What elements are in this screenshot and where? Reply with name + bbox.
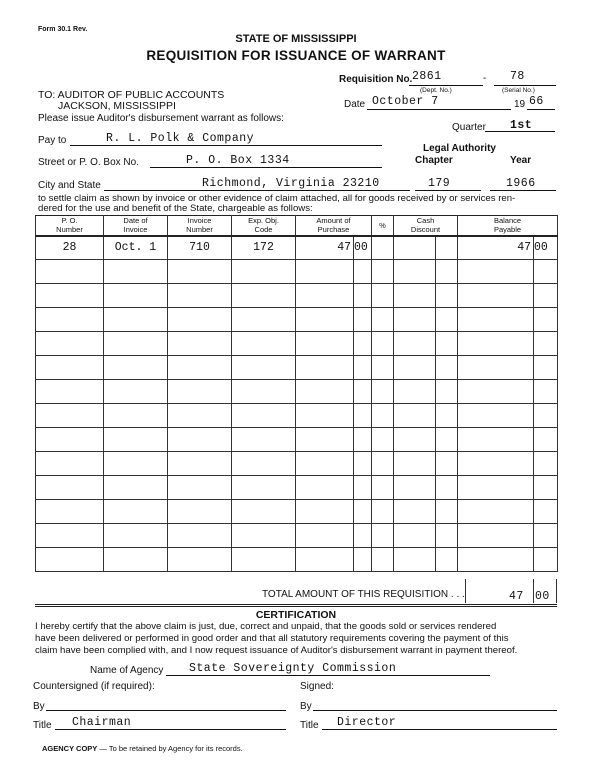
cell-discount-cents (436, 236, 458, 260)
table-row (36, 428, 558, 452)
header-balance-text: Balance Payable (493, 216, 522, 235)
pay-to-label: Pay to (38, 135, 67, 146)
header-date-of-invoice (104, 216, 168, 236)
certification-line1: I hereby certify that the above claim is just, due, correct and unpaid, that the goods sold or services rendered (35, 621, 497, 632)
date-value: October 7 (372, 95, 439, 108)
header-amount-text: Amount of Purchase (316, 216, 351, 235)
quarter-value: 1st (510, 119, 533, 132)
header-exp-obj-code (232, 216, 296, 236)
table-row (36, 548, 558, 572)
right-title-value: Director (337, 716, 397, 729)
chapter-label: Chapter (415, 155, 453, 166)
claim-table (35, 215, 558, 572)
dept-number-value: 2861 (412, 70, 442, 83)
cell-amount-cents: 00 (354, 236, 372, 260)
cell-amount-dollars: 47 (296, 236, 354, 260)
certification-line3: claim have been complied with, and I now request issuance of Auditor's disbursement warrant in payment thereof. (35, 645, 518, 656)
addressee-line2: JACKSON, MISSISSIPPI (58, 100, 176, 112)
addressee-line1: TO: AUDITOR OF PUBLIC ACCOUNTS (38, 89, 225, 101)
requisition-dash: - (483, 73, 487, 84)
dept-caption: (Dept. No.) (420, 87, 452, 94)
year-prefix: 19 (514, 99, 526, 110)
agency-value: State Sovereignty Commission (189, 662, 397, 675)
header-amount-of-purchase (296, 216, 372, 236)
date-label: Date (344, 99, 366, 110)
state-title: STATE OF MISSISSIPPI (235, 33, 357, 45)
left-by-label: By (33, 701, 45, 712)
header-percent-text: % (379, 220, 386, 230)
year-value: 1966 (506, 177, 536, 190)
left-title-value: Chairman (72, 716, 132, 729)
table-row (36, 476, 558, 500)
header-invoice-text: Invoice Number (186, 216, 213, 235)
city-label: City and State (38, 180, 101, 191)
settle-text-line2: dered for the use and benefit of the State, chargeable as follows: (38, 203, 313, 214)
right-title-label: Title (300, 720, 319, 731)
city-value: Richmond, Virginia 23210 (202, 177, 380, 190)
table-row (36, 332, 558, 356)
table-row (36, 308, 558, 332)
cell-balance-cents: 00 (534, 236, 558, 260)
header-cash-discount (394, 216, 458, 236)
street-value: P. O. Box 1334 (186, 154, 290, 167)
legal-authority-heading: Legal Authority (423, 143, 496, 154)
table-row (36, 284, 558, 308)
chapter-value: 179 (428, 177, 451, 190)
settle-text-line1: to settle claim as shown by invoice or other evidence of claim attached, all for goods received by or services ren- (38, 193, 516, 204)
instruction-text: Please issue Auditor's disbursement warrant as follows: (38, 113, 284, 124)
cell-balance-dollars: 47 (458, 236, 534, 260)
left-title-label: Title (33, 720, 52, 731)
cell-date-of-invoice: Oct. 1 (104, 236, 168, 260)
year-suffix-value: 66 (529, 95, 544, 108)
header-date-text: Date of Invoice (123, 216, 148, 235)
header-po-number (36, 216, 104, 236)
total-cents-divider (533, 579, 534, 603)
certification-text (35, 621, 557, 657)
pay-to-value: R. L. Polk & Company (106, 132, 255, 145)
header-balance-payable (458, 216, 558, 236)
cell-po-number: 28 (36, 236, 104, 260)
table-row (36, 380, 558, 404)
table-header-row (36, 216, 558, 236)
cell-invoice-number: 710 (168, 236, 232, 260)
street-label: Street or P. O. Box No. (38, 157, 139, 168)
serial-caption-text: (Serial No.) (502, 87, 535, 94)
header-discount-text: Cash Discount (410, 216, 441, 235)
serial-number-value: 78 (510, 70, 525, 83)
total-rule-bottom (35, 606, 557, 607)
cell-discount-dollars (394, 236, 436, 260)
agency-label: Name of Agency (90, 665, 164, 676)
form-number: Form 30.1 Rev. (38, 26, 88, 33)
signed-label: Signed: (300, 681, 334, 692)
table-row (36, 452, 558, 476)
table-row (36, 524, 558, 548)
year-label: Year (510, 155, 532, 166)
total-dollars-value: 47 (509, 590, 524, 603)
header-invoice-number (168, 216, 232, 236)
cell-percent (372, 236, 394, 260)
table-row (36, 500, 558, 524)
certification-heading: CERTIFICATION (255, 609, 337, 621)
cell-exp-obj-code: 172 (232, 236, 296, 260)
form-title: REQUISITION FOR ISSUANCE OF WARRANT (146, 48, 446, 63)
header-percent (372, 216, 394, 236)
quarter-label: Quarter (452, 122, 486, 133)
total-rule-top (35, 604, 557, 605)
header-po-text: P. O. Number (56, 216, 83, 235)
footer-note (42, 744, 243, 753)
table-row (36, 236, 558, 260)
header-code-text: Exp. Obj. Code (248, 216, 279, 235)
total-label: TOTAL AMOUNT OF THIS REQUISITION . . . (262, 589, 465, 600)
right-by-label: By (300, 701, 312, 712)
retain-text: — To be retained by Agency for its records. (99, 744, 243, 753)
table-row (36, 356, 558, 380)
countersigned-label: Countersigned (if required): (33, 681, 155, 692)
table-row (36, 404, 558, 428)
total-cents-value: 00 (535, 590, 550, 603)
requisition-label: Requisition No. (339, 74, 413, 85)
certification-line2: have been delivered or performed in good order and that all statutory requirements covering the payment of this (35, 633, 509, 644)
agency-copy-label: AGENCY COPY (42, 744, 98, 753)
table-row (36, 260, 558, 284)
